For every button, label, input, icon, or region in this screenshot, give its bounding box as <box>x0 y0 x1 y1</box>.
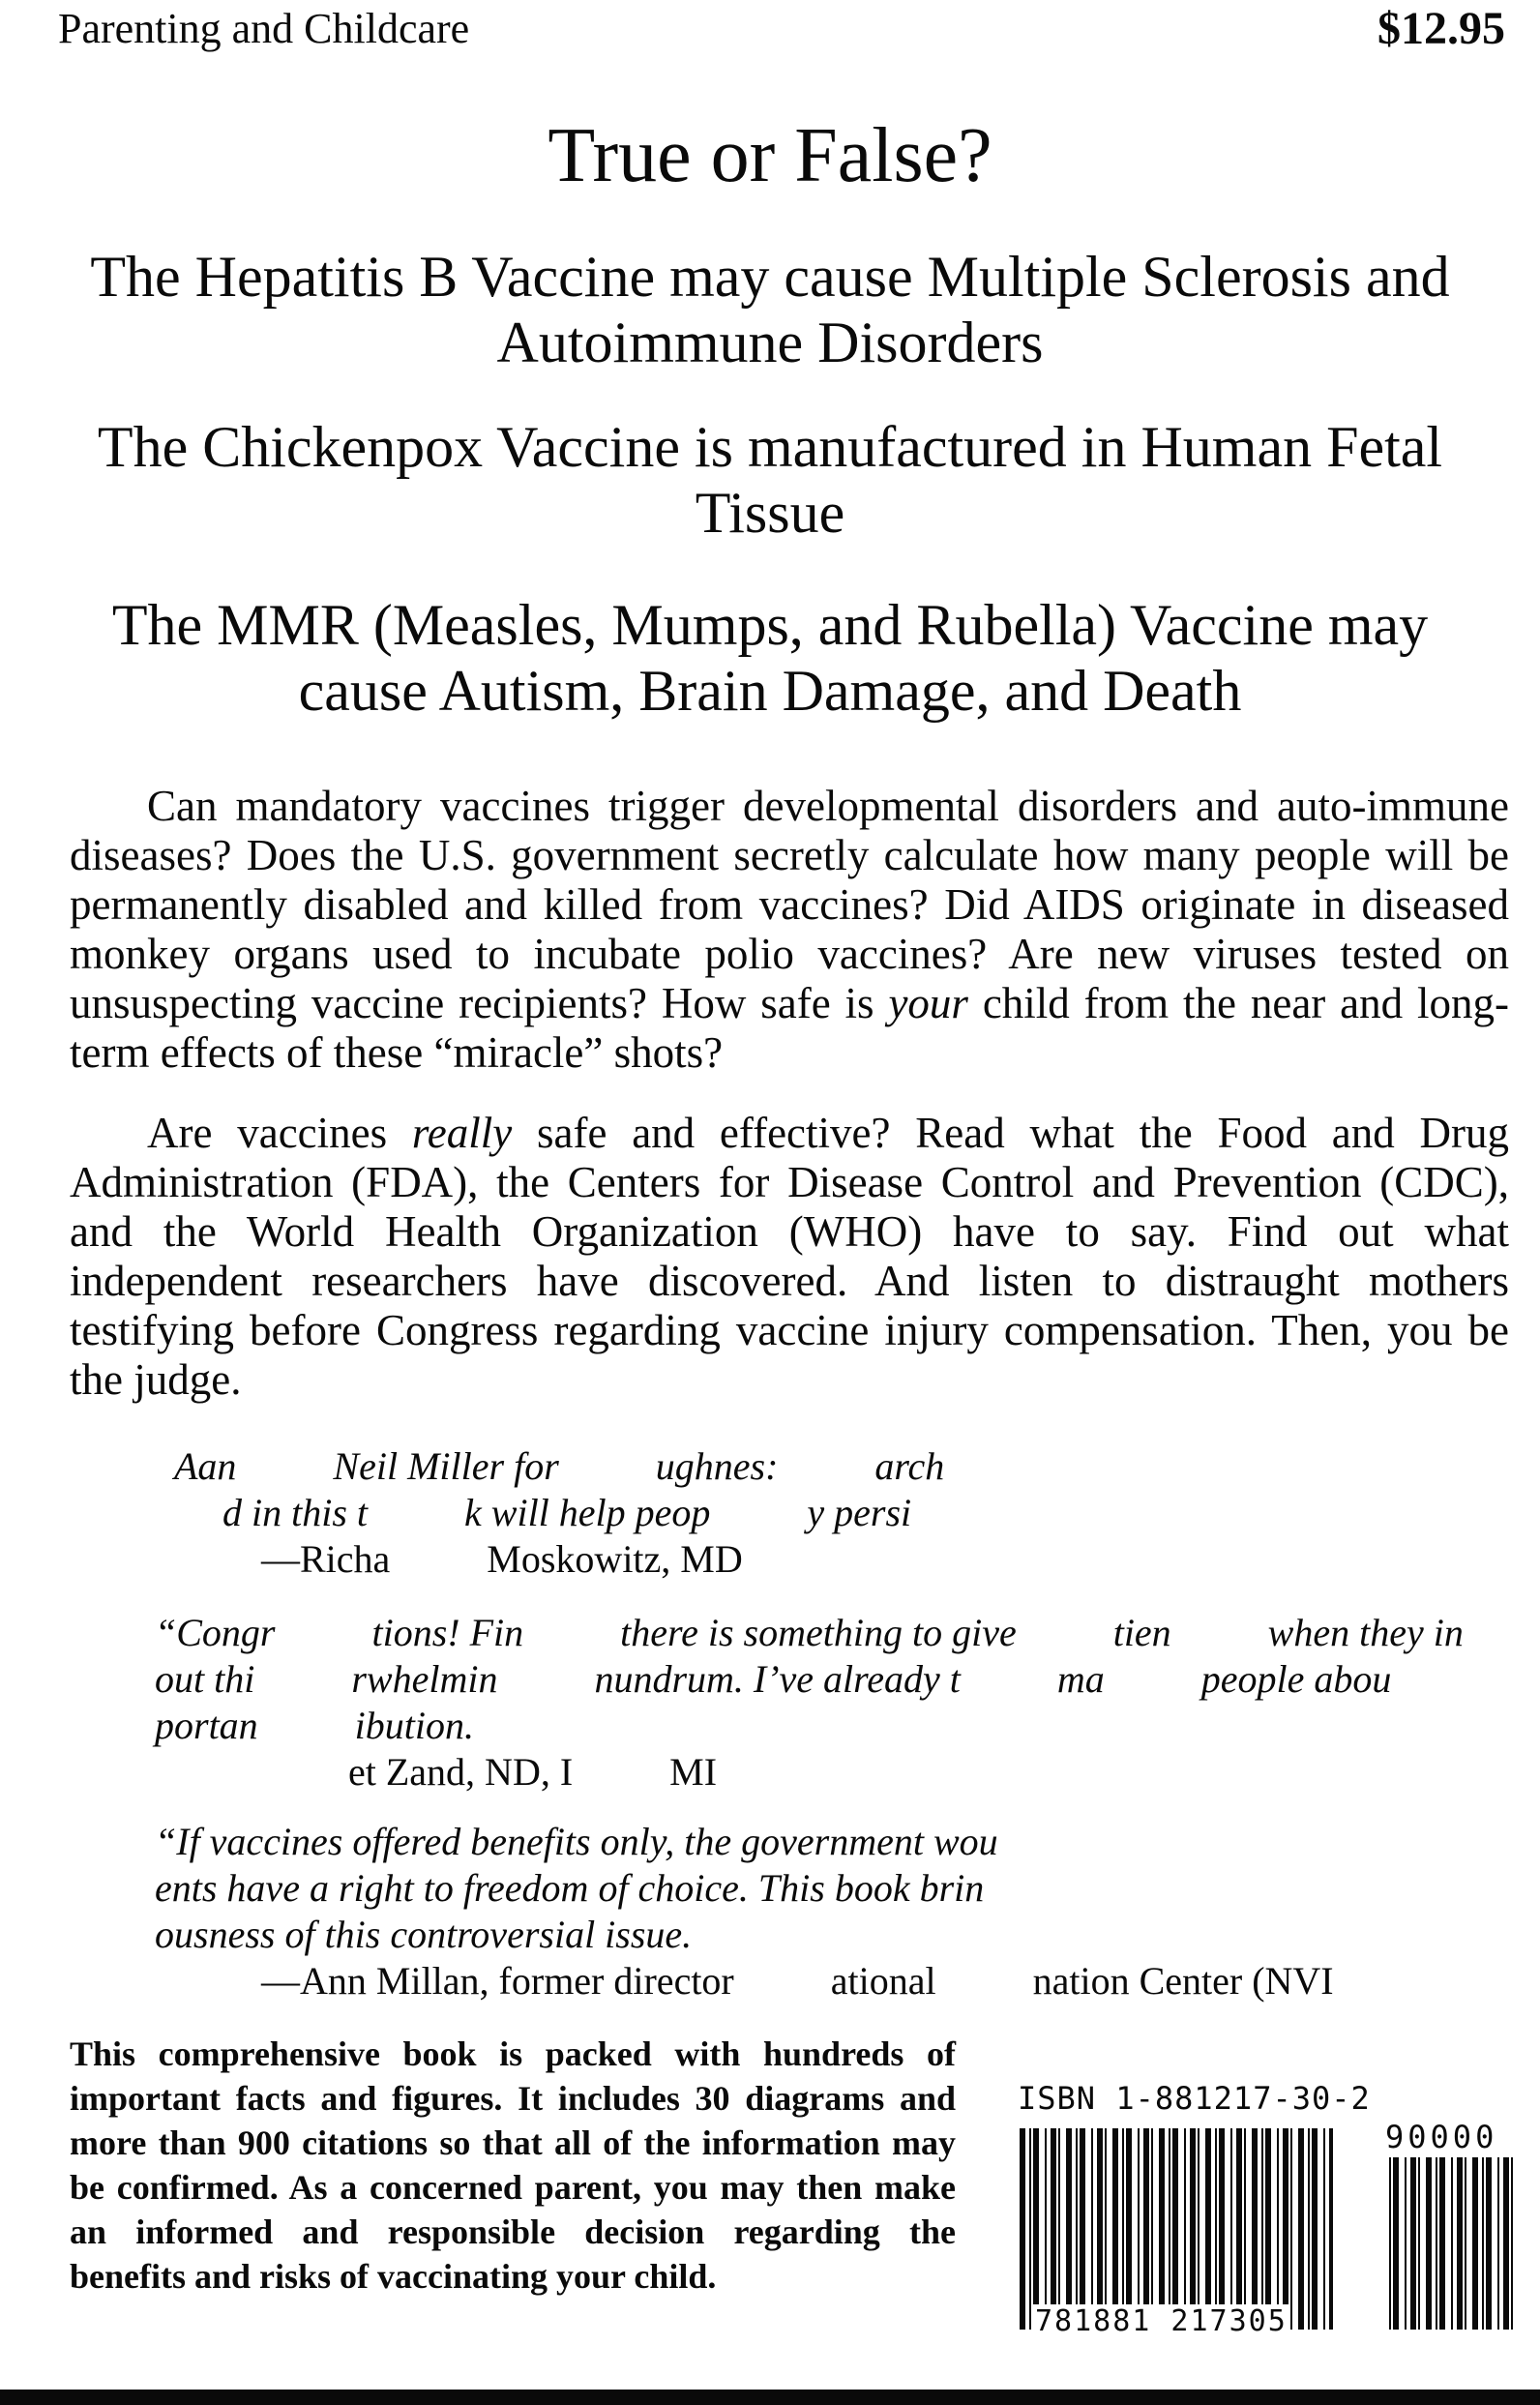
barcode-bar <box>1389 2157 1391 2330</box>
barcode-bar <box>1205 2128 1211 2330</box>
barcode-bar <box>1126 2128 1132 2330</box>
para-2-text-b: safe and effective? Read what the Food and Drug Administration (FDA), the Centers for Disease Control and Prevention (CDC), and the World Health Organization (WHO) have to say. Find out what independent researchers have discovered. And listen to distraught mothers testifying before Congress regarding vaccine injury compensation. Then, you be the judge. <box>70 1109 1509 1404</box>
quote-attribution: —Richa Moskowitz, MD <box>261 1537 743 1581</box>
barcode-bar <box>1066 2128 1072 2330</box>
quote-line: Aan Neil Miller for ughnes: arch <box>174 1444 945 1488</box>
category-label: Parenting and Childcare <box>58 5 470 52</box>
barcode-bar <box>1418 2157 1420 2330</box>
intro-paragraph <box>70 782 1509 1078</box>
barcode-bar <box>1482 2157 1484 2330</box>
barcode-bar <box>1219 2128 1225 2330</box>
para-2-emphasis: really <box>411 1109 513 1157</box>
barcode-bar <box>1198 2128 1199 2330</box>
quote-attribution: et Zand, ND, I MI <box>348 1750 718 1794</box>
endorsement-quote <box>155 1819 1538 2004</box>
barcode-bar <box>1426 2157 1432 2330</box>
barcode-bar <box>1329 2128 1333 2330</box>
bottom-rule <box>0 2390 1540 2405</box>
barcode-bar <box>1236 2128 1242 2330</box>
barcode-bar <box>1277 2128 1279 2330</box>
barcode-bar <box>1045 2128 1047 2330</box>
barcode-bar <box>1190 2128 1196 2330</box>
barcode-bar <box>1290 2128 1292 2330</box>
barcode-bar <box>1151 2128 1153 2330</box>
quote-line: “Congr tions! Fin there is something to give tien when they in <box>155 1611 1464 1654</box>
barcode-bar <box>1080 2128 1085 2330</box>
barcode-bar <box>1465 2157 1466 2330</box>
barcode-bar <box>1244 2128 1246 2330</box>
para-2-text-a: Are vaccines <box>147 1109 412 1157</box>
ean-barcode-bars <box>1020 2128 1333 2330</box>
quote-attribution: —Ann Millan, former director ational nation Center (NVI <box>261 1959 1334 2003</box>
barcode-bar <box>1020 2128 1025 2330</box>
barcode-bar <box>1184 2128 1186 2330</box>
barcode-bar <box>1497 2157 1499 2330</box>
barcode-bar <box>1312 2128 1318 2330</box>
quote-line: out thi rwhelmin nundrum. I’ve already t ma people abou <box>155 1657 1392 1701</box>
book-description: This comprehensive book is packed with hundreds of important facts and figures. It includes 30 diagrams and more than 900 citations so that all of the information may be confirmed. As a concerned parent, you may then make an informed and responsible decision regarding the benefits and risks of vaccinating your child. <box>70 2034 956 2296</box>
barcode-bar <box>1457 2157 1463 2330</box>
barcode-bar <box>1215 2128 1217 2330</box>
barcode-bar <box>1308 2128 1310 2330</box>
isbn-label: ISBN 1-881217-30-2 <box>1018 2080 1371 2117</box>
barcode-bar <box>1252 2128 1258 2330</box>
barcode-bar <box>1472 2157 1478 2330</box>
barcode-bar <box>1410 2157 1416 2330</box>
endorsement-quote <box>155 1610 1528 1796</box>
quote-line: ents have a right to freedom of choice. This book brin <box>155 1866 985 1910</box>
barcode-bar <box>1105 2128 1107 2330</box>
headline: True or False? <box>548 113 992 198</box>
barcode-bar <box>1265 2128 1271 2330</box>
barcode-bar <box>1451 2157 1453 2330</box>
price-label: $12.95 <box>1377 3 1505 54</box>
barcode-bar <box>1169 2128 1170 2330</box>
barcode-bar <box>1230 2128 1232 2330</box>
barcode-graphic <box>1014 2080 1517 2331</box>
barcode-bar <box>1159 2128 1165 2330</box>
barcode-bar <box>1138 2128 1140 2330</box>
barcode-bar <box>1097 2128 1103 2330</box>
barcode-bar <box>1122 2128 1124 2330</box>
barcode-bar <box>1436 2157 1437 2330</box>
endorsement-quote <box>174 1443 1528 1583</box>
barcode-bar <box>1091 2128 1093 2330</box>
quote-line: ousness of this controversial issue. <box>155 1913 693 1956</box>
barcode-bar <box>1033 2128 1039 2330</box>
barcode-bar <box>1511 2157 1513 2330</box>
price-addon-bars <box>1389 2157 1513 2330</box>
barcode-bar <box>1439 2157 1445 2330</box>
para-1-text-b: child from the near and long-term effects of these “miracle” shots? <box>70 979 1509 1077</box>
quote-line: “If vaccines offered benefits only, the government wou <box>155 1820 998 1863</box>
quote-line: d in this t k will help peop y persi <box>222 1491 912 1534</box>
claim-hepatitis-b: The Hepatitis B Vaccine may cause Multiple Sclerosis and Autoimmune Disorders <box>90 245 1450 374</box>
barcode-bar <box>1261 2128 1263 2330</box>
barcode-bar <box>1298 2128 1304 2330</box>
price-code-label: 90000 <box>1385 2119 1498 2155</box>
barcode-bar <box>1323 2128 1325 2330</box>
quote-line: portan ibution. <box>155 1704 475 1747</box>
para-1-text-a: Can mandatory vaccines trigger developmental disorders and auto-immune diseases? Does the U.S. government secretly calculate how many people will be permanently disabled and killed from vaccines? Did AIDS originate in diseased monkey organs used to incubate polio vaccines? Are new viruses tested on unsuspecting vaccine recipients? How safe is <box>70 782 1509 1027</box>
barcode-bar <box>1076 2128 1078 2330</box>
barcode-bar <box>1058 2128 1060 2330</box>
ean-digits-label: 781881 217305 <box>1035 2304 1288 2338</box>
barcode-bar <box>1503 2157 1509 2330</box>
claim-mmr: The MMR (Measles, Mumps, and Rubella) Vaccine may cause Autism, Brain Damage, and Death <box>111 593 1429 723</box>
barcode-bar <box>1393 2157 1399 2330</box>
second-paragraph <box>70 1109 1509 1405</box>
barcode-bar <box>1405 2157 1407 2330</box>
barcode-bar <box>1143 2128 1149 2330</box>
barcode-bar <box>1051 2128 1056 2330</box>
para-1-emphasis: your <box>888 979 968 1027</box>
barcode-bar <box>1112 2128 1118 2330</box>
barcode-bar <box>1029 2128 1031 2330</box>
barcode-bar <box>1283 2128 1288 2330</box>
claim-chickenpox: The Chickenpox Vaccine is manufactured in Human Fetal Tissue <box>97 415 1443 545</box>
barcode-bar <box>1172 2128 1178 2330</box>
barcode-bar <box>1486 2157 1492 2330</box>
